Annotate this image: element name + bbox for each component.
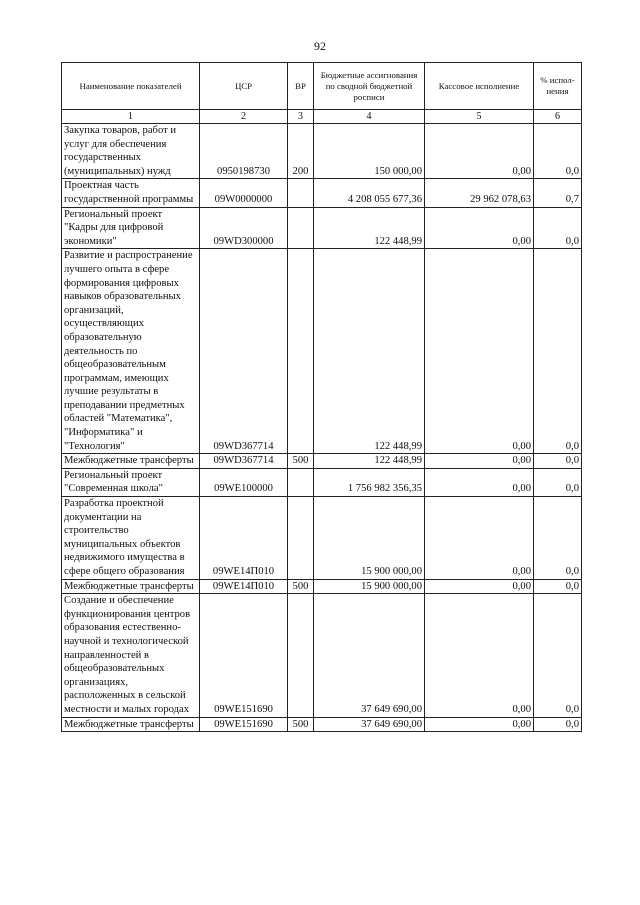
cell-name: Межбюджетные трансферты [62,454,200,469]
cell-cash: 0,00 [425,249,534,454]
cell-csr: 09WD300000 [200,207,288,249]
column-number: 1 [62,110,200,124]
cell-vr [288,468,314,496]
cell-cash: 0,00 [425,468,534,496]
column-number: 2 [200,110,288,124]
cell-pct: 0,7 [534,179,582,207]
cell-pct: 0,0 [534,497,582,580]
cell-assign: 37 649 690,00 [314,717,425,732]
header-cash: Кассовое исполнение [425,63,534,110]
header-csr: ЦСР [200,63,288,110]
cell-name: Закупка товаров, работ и услуг для обеспечения государственных (муниципальных) нужд [62,124,200,179]
cell-pct: 0,0 [534,468,582,496]
column-number: 5 [425,110,534,124]
cell-assign: 4 208 055 677,36 [314,179,425,207]
header-assign: Бюджетные ассигнования по сводной бюджетной росписи [314,63,425,110]
cell-assign: 37 649 690,00 [314,594,425,717]
cell-name: Проектная часть государственной программы [62,179,200,207]
cell-assign: 122 448,99 [314,454,425,469]
cell-cash: 0,00 [425,579,534,594]
cell-csr: 0950198730 [200,124,288,179]
header-name: Наименование показателей [62,63,200,110]
cell-assign: 122 448,99 [314,207,425,249]
cell-name: Региональный проект "Кадры для цифровой экономики" [62,207,200,249]
cell-csr: 09W0000000 [200,179,288,207]
cell-assign: 150 000,00 [314,124,425,179]
cell-pct: 0,0 [534,207,582,249]
cell-cash: 0,00 [425,497,534,580]
table-row [62,717,582,732]
table-row [62,468,582,496]
cell-cash: 0,00 [425,594,534,717]
cell-vr: 500 [288,717,314,732]
cell-pct: 0,0 [534,124,582,179]
table-row [62,249,582,454]
cell-csr: 09WD367714 [200,454,288,469]
table-row [62,497,582,580]
cell-vr [288,249,314,454]
header-pct: % испол-нения [534,63,582,110]
table-row [62,207,582,249]
cell-assign: 1 756 982 356,35 [314,468,425,496]
header-vr: ВР [288,63,314,110]
budget-execution-table [61,62,582,732]
cell-pct: 0,0 [534,454,582,469]
cell-name: Создание и обеспечение функционирования центров образования естественно-научной и технологической направленностей в общеобразовательных организациях, расположенных в сельской местности и малых городах [62,594,200,717]
cell-assign: 15 900 000,00 [314,497,425,580]
table-row [62,579,582,594]
cell-pct: 0,0 [534,579,582,594]
cell-name: Разработка проектной документации на строительство муниципальных объектов недвижимого имущества в сфере общего образования [62,497,200,580]
cell-vr [288,179,314,207]
cell-name: Региональный проект "Современная школа" [62,468,200,496]
cell-cash: 0,00 [425,717,534,732]
cell-pct: 0,0 [534,249,582,454]
cell-vr [288,207,314,249]
cell-pct: 0,0 [534,594,582,717]
table-row [62,594,582,717]
column-number-row [62,110,582,124]
cell-name: Развитие и распространение лучшего опыта в сфере формирования цифровых навыков образовательных организаций, осуществляющих образовательную деятельность по общеобразовательным программам, имеющих лучшие результаты в преподавании предметных областей "Математика", "Информатика" и "Технология" [62,249,200,454]
cell-cash: 0,00 [425,124,534,179]
cell-vr: 200 [288,124,314,179]
table-header-row [62,63,582,110]
cell-cash: 0,00 [425,207,534,249]
cell-assign: 15 900 000,00 [314,579,425,594]
cell-csr: 09WE151690 [200,717,288,732]
cell-cash: 0,00 [425,454,534,469]
cell-name: Межбюджетные трансферты [62,579,200,594]
column-number: 4 [314,110,425,124]
cell-cash: 29 962 078,63 [425,179,534,207]
cell-pct: 0,0 [534,717,582,732]
column-number: 6 [534,110,582,124]
table-row [62,179,582,207]
cell-csr: 09WE14П010 [200,497,288,580]
cell-csr: 09WE14П010 [200,579,288,594]
table-row [62,124,582,179]
cell-vr: 500 [288,579,314,594]
page-number: 92 [314,39,326,53]
cell-vr: 500 [288,454,314,469]
cell-csr: 09WE100000 [200,468,288,496]
cell-csr: 09WD367714 [200,249,288,454]
cell-assign: 122 448,99 [314,249,425,454]
cell-name: Межбюджетные трансферты [62,717,200,732]
column-number: 3 [288,110,314,124]
cell-vr [288,594,314,717]
cell-csr: 09WE151690 [200,594,288,717]
cell-vr [288,497,314,580]
table-row [62,454,582,469]
